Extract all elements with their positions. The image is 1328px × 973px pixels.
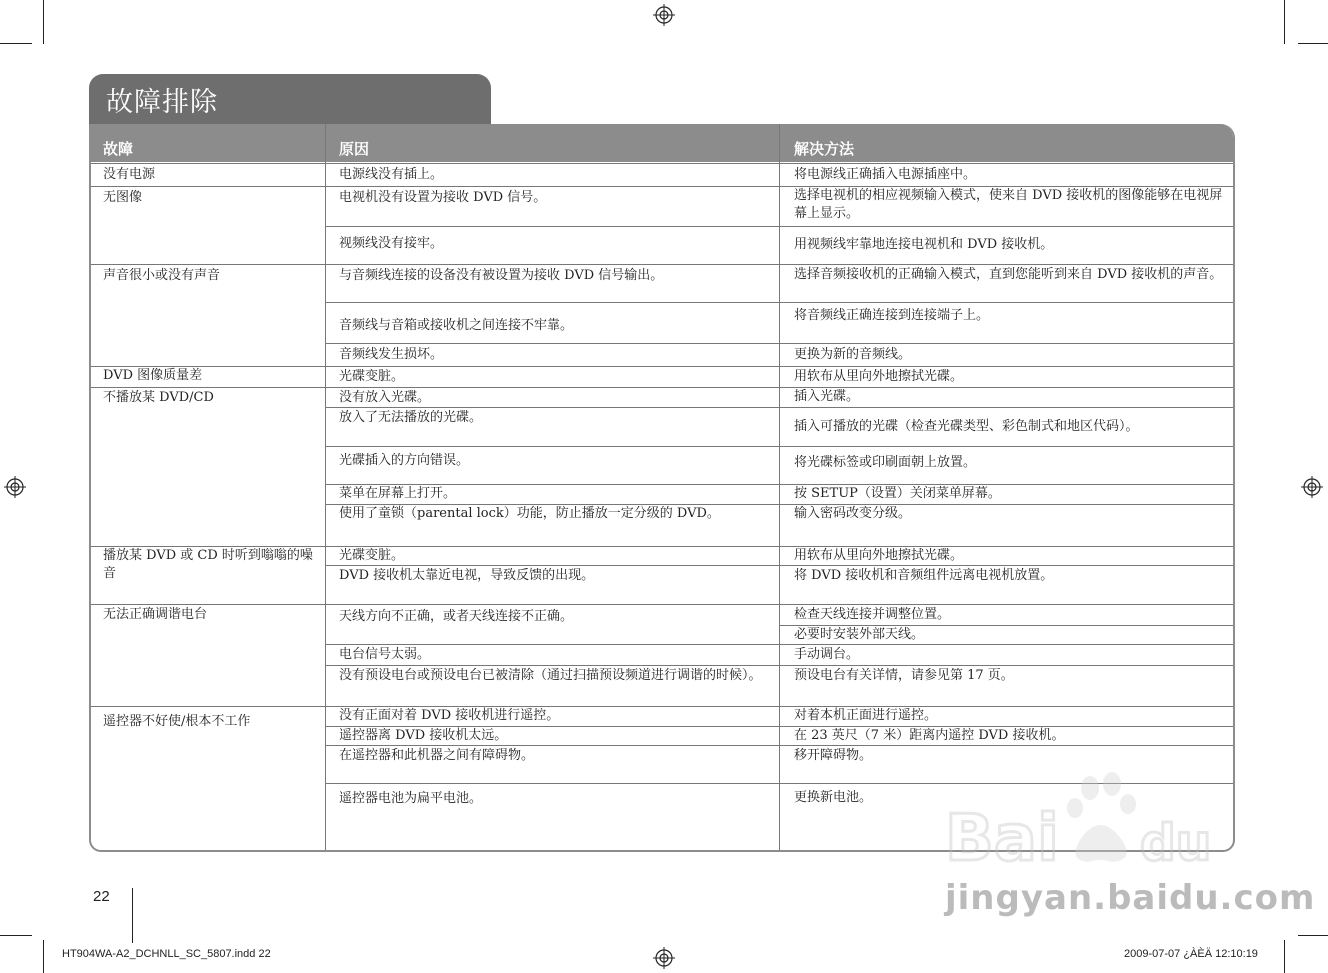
cause-cell: DVD 接收机太靠近电视，导致反馈的出现。 xyxy=(339,568,595,583)
row-separator xyxy=(325,644,1233,645)
cause-cell: 音频线发生损坏。 xyxy=(339,347,444,362)
cause-cell: 电台信号太弱。 xyxy=(339,647,431,662)
row-separator xyxy=(91,163,1233,164)
footer-timestamp: 2009-07-07 ¿ÀÈÄ 12:10:19 xyxy=(1124,948,1258,960)
row-separator xyxy=(325,407,1233,408)
row-separator xyxy=(325,302,1233,303)
registration-mark-icon xyxy=(653,947,675,969)
symptom-cell: 不播放某 DVD/CD xyxy=(103,390,214,405)
registration-mark-icon xyxy=(653,4,675,26)
cause-cell: 遥控器离 DVD 接收机太远。 xyxy=(339,728,508,743)
table-header xyxy=(91,124,1233,162)
symptom-cell: 播放某 DVD 或 CD 时听到嗡嗡的噪音 xyxy=(103,548,313,581)
cause-cell: 电视机没有设置为接收 DVD 信号。 xyxy=(339,190,547,205)
row-separator xyxy=(325,745,1233,746)
footer-file-info: HT904WA-A2_DCHNLL_SC_5807.indd 22 xyxy=(62,948,271,960)
row-separator xyxy=(91,604,1233,605)
symptom-cell: 无图像 xyxy=(103,190,143,205)
cause-cell: 使用了童锁（parental lock）功能，防止播放一定分级的 DVD。 xyxy=(339,506,720,521)
crop-mark xyxy=(1284,940,1285,973)
cause-cell: 没有放入光碟。 xyxy=(339,390,431,405)
solution-cell: 按 SETUP（设置）关闭菜单屏幕。 xyxy=(794,486,1001,501)
solution-cell: 在 23 英尺（7 米）距离内遥控 DVD 接收机。 xyxy=(794,728,1065,743)
crop-mark xyxy=(43,940,44,973)
cause-cell: 光碟变脏。 xyxy=(339,369,405,384)
margin-line xyxy=(132,888,133,943)
crop-mark xyxy=(1298,935,1328,936)
symptom-cell: 遥控器不好使/根本不工作 xyxy=(103,714,251,729)
cause-cell: 在遥控器和此机器之间有障碍物。 xyxy=(339,748,535,763)
solution-cell: 将 DVD 接收机和音频组件远离电视机放置。 xyxy=(794,568,1054,583)
solution-cell: 更换新电池。 xyxy=(794,790,873,805)
symptom-cell: 声音很小或没有声音 xyxy=(103,268,221,283)
symptom-cell: DVD 图像质量差 xyxy=(103,368,203,383)
cause-cell: 菜单在屏幕上打开。 xyxy=(339,486,457,501)
solution-cell: 插入光碟。 xyxy=(794,389,860,404)
solution-cell: 用视频线牢靠地连接电视机和 DVD 接收机。 xyxy=(794,237,1054,252)
cause-cell: 光碟插入的方向错误。 xyxy=(339,453,470,468)
header-cause: 原因 xyxy=(339,140,370,158)
cause-cell: 没有预设电台或预设电台已被清除（通过扫描预设频道进行调谐的时候）。 xyxy=(339,668,762,683)
crop-mark xyxy=(1298,43,1328,44)
row-separator xyxy=(325,343,1233,344)
crop-mark xyxy=(43,0,44,44)
solution-cell: 选择音频接收机的正确输入模式，直到您能听到来自 DVD 接收机的声音。 xyxy=(794,267,1223,282)
cause-cell: 与音频线连接的设备没有被设置为接收 DVD 信号输出。 xyxy=(339,268,664,283)
row-separator xyxy=(91,706,1233,707)
cause-cell: 音频线与音箱或接收机之间连接不牢靠。 xyxy=(339,318,574,333)
page-title: 故障排除 xyxy=(106,87,218,118)
solution-cell: 必要时安装外部天线。 xyxy=(794,627,925,642)
cause-cell: 没有正面对着 DVD 接收机进行遥控。 xyxy=(339,708,560,723)
crop-mark xyxy=(1284,0,1285,44)
cause-cell: 遥控器电池为扁平电池。 xyxy=(339,791,483,806)
column-divider xyxy=(779,124,780,850)
solution-cell: 将光碟标签或印刷面朝上放置。 xyxy=(794,455,977,470)
row-separator xyxy=(325,484,1233,485)
svg-text:du: du xyxy=(1140,814,1212,872)
page-number: 22 xyxy=(93,888,110,905)
solution-cell: 检查天线连接并调整位置。 xyxy=(794,607,951,622)
row-separator xyxy=(325,446,1233,447)
header-symptom: 故障 xyxy=(103,140,134,158)
solution-cell: 插入可播放的光碟（检查光碟类型、彩色制式和地区代码）。 xyxy=(794,419,1139,434)
cause-cell: 光碟变脏。 xyxy=(339,548,405,563)
solution-cell: 将音频线正确连接到连接端子上。 xyxy=(794,308,990,323)
row-separator xyxy=(91,264,1233,265)
row-separator xyxy=(325,226,1233,227)
header-solution: 解决方法 xyxy=(794,140,855,158)
row-separator xyxy=(91,366,1233,367)
solution-cell: 选择电视机的相应视频输入模式，使来自 DVD 接收机的图像能够在电视屏幕上显示。 xyxy=(794,188,1223,221)
symptom-cell: 无法正确调谐电台 xyxy=(103,607,208,622)
row-separator xyxy=(325,665,1233,666)
cause-cell: 电源线没有插上。 xyxy=(339,167,444,182)
cause-cell: 视频线没有接牢。 xyxy=(339,236,444,251)
watermark-url: jingyan.baidu.com xyxy=(945,878,1316,918)
svg-text:Bai: Bai xyxy=(945,802,1059,876)
solution-cell: 用软布从里向外地擦拭光碟。 xyxy=(794,369,964,384)
column-divider xyxy=(325,124,326,850)
symptom-cell: 没有电源 xyxy=(103,167,156,182)
troubleshooting-table xyxy=(89,124,1235,852)
solution-cell: 将电源线正确插入电源插座中。 xyxy=(794,167,977,182)
row-separator xyxy=(91,387,1233,388)
cause-cell: 天线方向不正确，或者天线连接不正确。 xyxy=(339,609,574,624)
crop-mark xyxy=(0,935,32,936)
solution-cell: 更换为新的音频线。 xyxy=(794,347,912,362)
row-separator xyxy=(325,565,1233,566)
solution-cell: 手动调台。 xyxy=(794,647,860,662)
solution-cell: 输入密码改变分级。 xyxy=(794,506,912,521)
registration-mark-icon xyxy=(4,476,26,498)
registration-mark-icon xyxy=(1301,476,1323,498)
solution-cell: 对着本机正面进行遥控。 xyxy=(794,708,938,723)
solution-cell: 用软布从里向外地擦拭光碟。 xyxy=(794,548,964,563)
solution-cell: 移开障碍物。 xyxy=(794,748,873,763)
solution-cell: 预设电台有关详情，请参见第 17 页。 xyxy=(794,668,1014,683)
cause-cell: 放入了无法播放的光碟。 xyxy=(339,410,483,425)
crop-mark xyxy=(0,43,32,44)
